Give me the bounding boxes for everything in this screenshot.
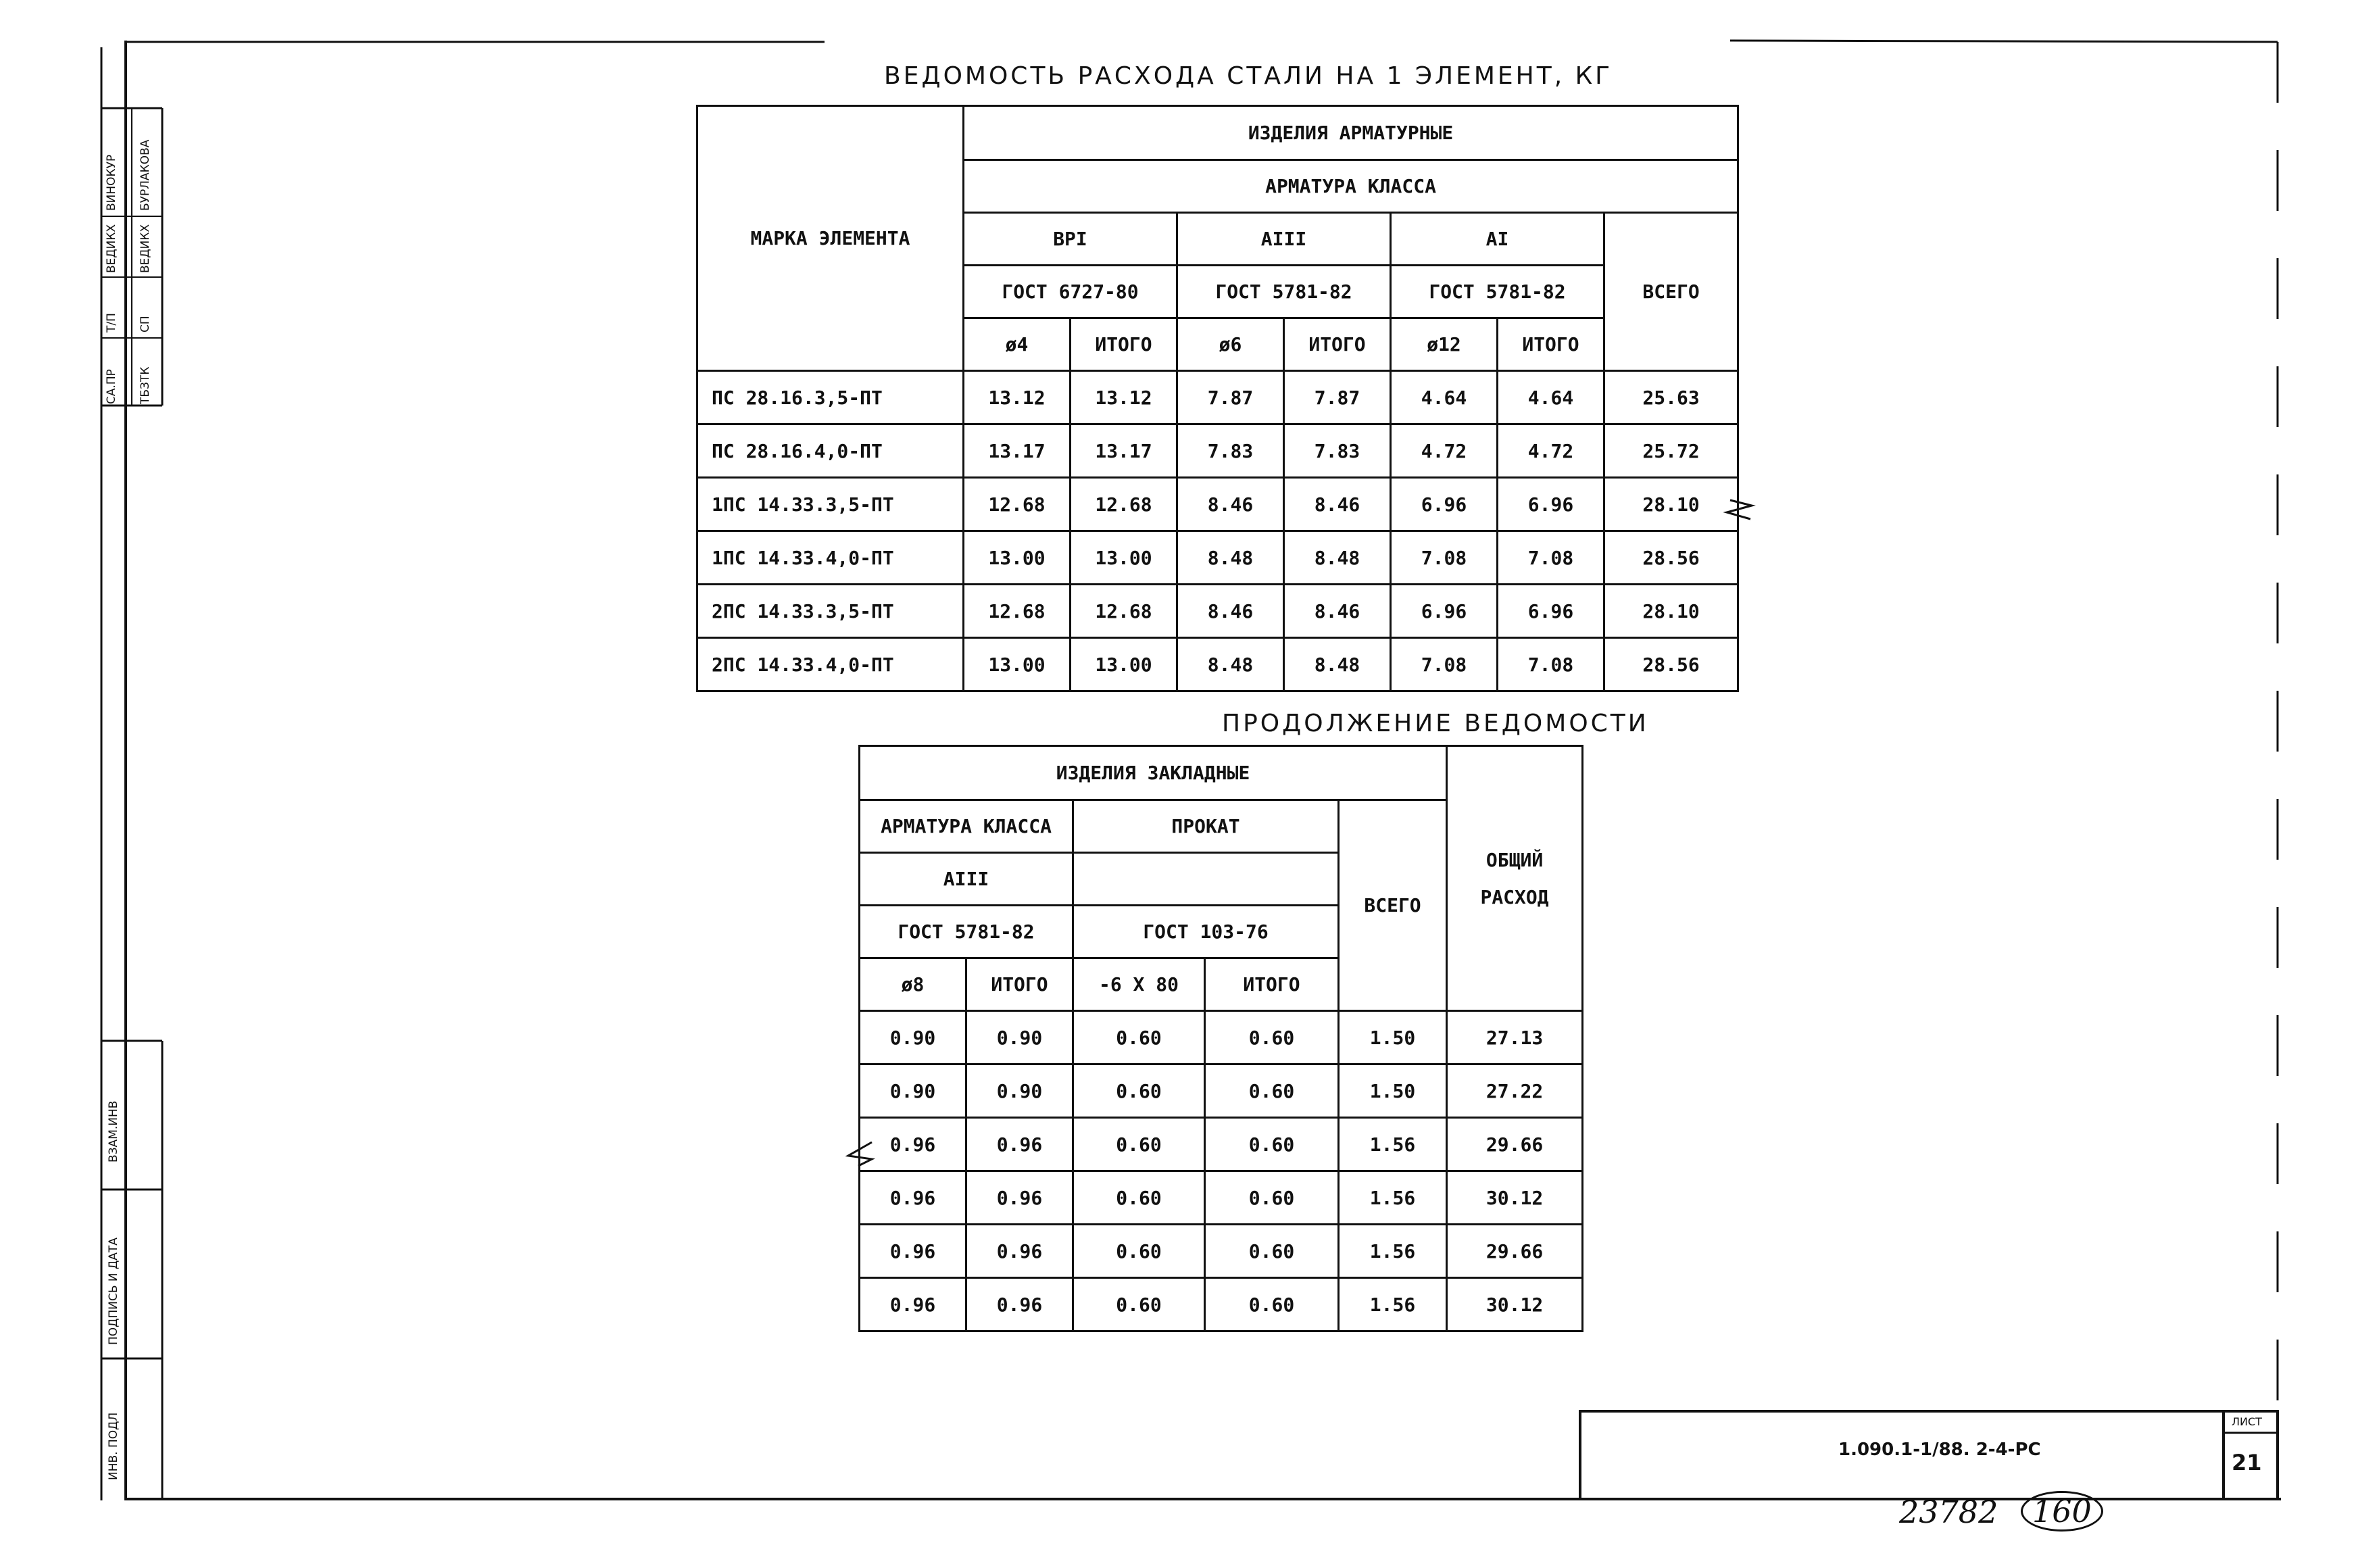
header-prokat-empty: [1073, 853, 1339, 906]
cell: 7.83: [1177, 424, 1284, 478]
header-overall-line1: ОБЩИЙ: [1485, 848, 1544, 871]
cell-overall: 29.66: [1447, 1118, 1583, 1171]
cell: 0.60: [1073, 1171, 1205, 1225]
cell: 0.90: [860, 1011, 966, 1064]
header-class-vr1: ВРI: [964, 213, 1177, 266]
cell: 0.96: [966, 1171, 1073, 1225]
side-label-sa-pr: СА.ПР: [105, 369, 118, 404]
header-sub: ИТОГО: [1205, 958, 1339, 1011]
cell-total: 28.10: [1604, 478, 1738, 531]
cell-total: 28.56: [1604, 638, 1738, 691]
cell: 4.64: [1498, 371, 1604, 424]
cell: 13.00: [1071, 638, 1177, 691]
cell: 7.08: [1391, 531, 1498, 585]
cell: 1.56: [1339, 1118, 1447, 1171]
cell: 0.90: [966, 1011, 1073, 1064]
cell: 13.17: [1071, 424, 1177, 478]
side-label-burlakova: БУРЛАКОВА: [139, 139, 152, 211]
cell: 6.96: [1391, 478, 1498, 531]
cell: 0.96: [860, 1225, 966, 1278]
header-class: АРМАТУРА КЛАССА: [964, 160, 1738, 213]
cell: 13.17: [964, 424, 1071, 478]
cell: 8.48: [1177, 638, 1284, 691]
cell: 8.46: [1177, 478, 1284, 531]
header-gost-3: ГОСТ 5781-82: [1391, 266, 1604, 318]
cell-marka: 2ПС 14.33.4,0-ПТ: [697, 638, 964, 691]
cell-marka: 2ПС 14.33.3,5-ПТ: [697, 585, 964, 638]
cell: 0.96: [966, 1225, 1073, 1278]
cell-marka: 1ПС 14.33.4,0-ПТ: [697, 531, 964, 585]
sheet-label: ЛИСТ: [2232, 1415, 2262, 1428]
header-total: ВСЕГО: [1339, 800, 1447, 1011]
header-sub: ИТОГО: [966, 958, 1073, 1011]
header-prokat: ПРОКАТ: [1073, 800, 1339, 853]
cell: 0.96: [860, 1118, 966, 1171]
header-gost-a: ГОСТ 5781-82: [860, 906, 1073, 958]
header-sub: ИТОГО: [1498, 318, 1604, 371]
cell-total: 28.10: [1604, 585, 1738, 638]
header-class-a1: АI: [1391, 213, 1604, 266]
cell: 1.56: [1339, 1225, 1447, 1278]
table-row: [697, 424, 1738, 478]
cell: 6.96: [1498, 585, 1604, 638]
cell: 4.72: [1391, 424, 1498, 478]
header-class: АРМАТУРА КЛАССА: [860, 800, 1073, 853]
cell-total: 25.72: [1604, 424, 1738, 478]
header-overall: [1447, 746, 1583, 1011]
cell: 0.60: [1205, 1011, 1339, 1064]
cell: 7.87: [1284, 371, 1391, 424]
continuation-title: ПРОДОЛЖЕНИЕ ВЕДОМОСТИ: [1222, 710, 1649, 737]
table-row: [860, 1064, 1583, 1118]
header-class-a3: АIII: [860, 853, 1073, 906]
cell: 0.60: [1073, 1225, 1205, 1278]
side-label-vedikh-2: ВЕДИКХ: [139, 224, 152, 273]
cell: 0.96: [966, 1118, 1073, 1171]
cell: 8.46: [1284, 478, 1391, 531]
cell: 7.08: [1498, 531, 1604, 585]
header-sub: -6 Х 80: [1073, 958, 1205, 1011]
cell-marka: 1ПС 14.33.3,5-ПТ: [697, 478, 964, 531]
cell-overall: 27.22: [1447, 1064, 1583, 1118]
cell: 0.60: [1073, 1118, 1205, 1171]
cell: 8.46: [1177, 585, 1284, 638]
cell: 0.96: [860, 1171, 966, 1225]
cell: 6.96: [1498, 478, 1604, 531]
table-row: [697, 638, 1738, 691]
cell: 6.96: [1391, 585, 1498, 638]
page-title: ВЕДОМОСТЬ РАСХОДА СТАЛИ НА 1 ЭЛЕМЕНТ, КГ: [884, 62, 1613, 90]
header-overall-line2: РАСХОД: [1480, 885, 1549, 908]
embedded-items-table: [858, 745, 1583, 1332]
table-row: [697, 478, 1738, 531]
header-class-a3: АIII: [1177, 213, 1391, 266]
header-gost-1: ГОСТ 6727-80: [964, 266, 1177, 318]
cell-overall: 27.13: [1447, 1011, 1583, 1064]
side-label-vzam-inv: ВЗАМ.ИНВ: [107, 1100, 120, 1162]
steel-consumption-table: [696, 105, 1739, 692]
cell: 7.83: [1284, 424, 1391, 478]
table-row: [860, 1278, 1583, 1331]
side-label-podpis-data: ПОДПИСЬ И ДАТА: [107, 1238, 120, 1345]
cell-marka: ПС 28.16.3,5-ПТ: [697, 371, 964, 424]
header-total: ВСЕГО: [1604, 213, 1738, 371]
cell: 0.90: [966, 1064, 1073, 1118]
cell: 13.00: [964, 638, 1071, 691]
sheet-number: 21: [2232, 1450, 2262, 1475]
table-row: [697, 585, 1738, 638]
cell: 0.60: [1205, 1225, 1339, 1278]
cell: 0.60: [1205, 1171, 1339, 1225]
cell: 7.08: [1498, 638, 1604, 691]
header-gost-2: ГОСТ 5781-82: [1177, 266, 1391, 318]
table-row: [860, 1225, 1583, 1278]
header-sub: ø12: [1391, 318, 1498, 371]
cell: 0.60: [1073, 1064, 1205, 1118]
cell: 12.68: [1071, 478, 1177, 531]
cell: 1.56: [1339, 1278, 1447, 1331]
cell-total: 28.56: [1604, 531, 1738, 585]
cell: 12.68: [964, 585, 1071, 638]
cell-overall: 29.66: [1447, 1225, 1583, 1278]
header-group-embedded: ИЗДЕЛИЯ ЗАКЛАДНЫЕ: [860, 746, 1447, 800]
side-label-vedikh-1: ВЕДИКХ: [105, 224, 118, 273]
header-sub: ø4: [964, 318, 1071, 371]
cell: 8.46: [1284, 585, 1391, 638]
header-marka: МАРКА ЭЛЕМЕНТА: [697, 106, 964, 371]
cell: 0.96: [966, 1278, 1073, 1331]
table-row: [860, 1011, 1583, 1064]
cell: 12.68: [964, 478, 1071, 531]
header-group-armature: ИЗДЕЛИЯ АРМАТУРНЫЕ: [964, 106, 1738, 160]
side-label-vinokur: ВИНОКУР: [105, 154, 118, 211]
table-row: [860, 1171, 1583, 1225]
cell: 7.87: [1177, 371, 1284, 424]
cell: 8.48: [1284, 531, 1391, 585]
header-gost-b: ГОСТ 103-76: [1073, 906, 1339, 958]
header-sub: ø8: [860, 958, 966, 1011]
table-row: [697, 371, 1738, 424]
cell: 0.60: [1073, 1278, 1205, 1331]
cell: 8.48: [1284, 638, 1391, 691]
side-label-sp: СП: [139, 316, 152, 333]
cell: 13.00: [964, 531, 1071, 585]
cell: 0.60: [1073, 1011, 1205, 1064]
table-row: [697, 531, 1738, 585]
cell: 4.72: [1498, 424, 1604, 478]
cell: 13.00: [1071, 531, 1177, 585]
header-sub: ø6: [1177, 318, 1284, 371]
header-sub: ИТОГО: [1071, 318, 1177, 371]
cell: 13.12: [964, 371, 1071, 424]
cell: 0.60: [1205, 1118, 1339, 1171]
cell: 0.96: [860, 1278, 966, 1331]
side-label-inv-podl: ИНВ. ПОДЛ: [107, 1412, 120, 1480]
cell-total: 25.63: [1604, 371, 1738, 424]
header-sub: ИТОГО: [1284, 318, 1391, 371]
cell: 0.60: [1205, 1278, 1339, 1331]
cell: 4.64: [1391, 371, 1498, 424]
handwritten-circled-number: 160: [2021, 1491, 2103, 1532]
cell: 1.50: [1339, 1011, 1447, 1064]
cell: 1.50: [1339, 1064, 1447, 1118]
cell: 12.68: [1071, 585, 1177, 638]
table-row: [860, 1118, 1583, 1171]
cell: 7.08: [1391, 638, 1498, 691]
side-label-tbztk: ТБЗТК: [139, 366, 152, 404]
cell-overall: 30.12: [1447, 1171, 1583, 1225]
side-label-tp: Т/П: [105, 313, 118, 333]
handwritten-inventory-number: 23782: [1899, 1494, 1998, 1530]
cell: 0.90: [860, 1064, 966, 1118]
cell: 1.56: [1339, 1171, 1447, 1225]
cell: 8.48: [1177, 531, 1284, 585]
cell-overall: 30.12: [1447, 1278, 1583, 1331]
cell: 13.12: [1071, 371, 1177, 424]
cell-marka: ПС 28.16.4,0-ПТ: [697, 424, 964, 478]
document-code: 1.090.1-1/88. 2-4-РС: [1838, 1440, 2041, 1460]
cell: 0.60: [1205, 1064, 1339, 1118]
